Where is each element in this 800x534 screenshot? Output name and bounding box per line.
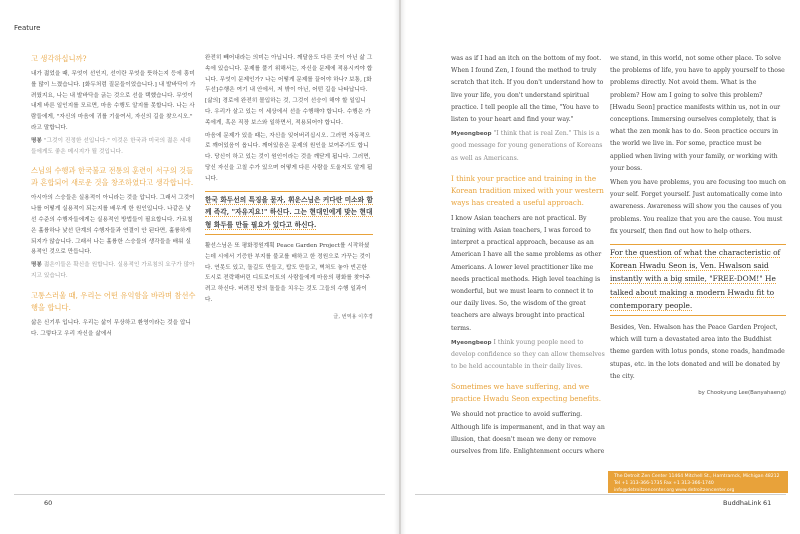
interviewer-text: I think young people need to develop confidence so they can allow themselves to be held accountable in their daily lives.: [451, 338, 605, 371]
interviewer-label: Myeongbeop: [451, 339, 492, 346]
question-heading-3: 고통스러울 때, 우리는 어떤 유익함을 바라며 참선수행을 합니다.: [31, 290, 196, 312]
left-page: [0, 0, 399, 534]
answer-paragraph-en-2: I know Asian teachers are not practical. By training with Asian teachers, I was forced to interpret a practical approach, because as an American I have all the same problems as other Americans. A lower level practitioner like me needs practical methods. High level teaching is wonderful, but we must learn to connect it to our daily lives. So, the wisdom of the great teachers are always brought into practical terms.: [451, 214, 602, 332]
question-heading-en-1: I think your practice and training in the Korean tradition mixed with your western ways has created a useful approach.: [451, 173, 604, 207]
answer-paragraph-en-1: was as if I had an itch on the bottom of my foot. When I found Zen, I found the method to truly scratch that itch. If you don't understand how to live your life, you don't understand spiritual practice. I tell people all the time, "You have to listen to your heart and find your way.": [451, 55, 604, 124]
page-number-right: 61: [763, 499, 772, 507]
interviewer-comment-1: [31, 136, 196, 158]
section-label: Feature: [14, 24, 41, 32]
right-column-1: [451, 53, 606, 460]
answer-paragraph-1: 내가 젊었을 때, 무엇이 선인지, 선이란 무엇을 뜻하는지 등에 흥미를 많이 느꼈습니다. [화두처럼 질문들이었습니다.] 내 발바닥이 가려웠지요, 나는 내 발바닥을 긁는 것으로 선을 택했습니다. 무엇이 내게 바른 일인지를 모르면, 마음 수행도 알지를 못합니다. 나는 사람들에게, "자신의 마음에 귀를 기울여서, 자신의 길을 찾으시오." 라고 말합니다.: [31, 71, 196, 131]
interviewer-comment-2: [31, 260, 196, 282]
interviewer-text: "I think that is real Zen." This is a good message for young generations of Koreans as well as Americans.: [451, 130, 603, 162]
article-credit-en: by Chookyung Lee(Banyahaeng): [698, 390, 786, 397]
right-column-2: [610, 53, 786, 399]
question-heading-en-2: Sometimes we have suffering, and we practice Hwadu Seon expecting benefits.: [451, 382, 602, 404]
page-number-left: 60: [44, 499, 53, 507]
interviewer-comment-en-2: [451, 337, 606, 374]
question-heading-2: 스님의 수행과 한국불교 전통의 훈련이 서구의 것들과 혼합되어 새로운 것을 창조하였다고 생각합니다.: [31, 166, 194, 188]
left-column-2: [205, 53, 373, 323]
article-credit: 글, 번역용 이후경: [333, 313, 373, 320]
answer-paragraph-6: 활선스님은 또 평화정원계획 Peace Garden Project를 시작하셨는데 시에서 기증한 부지를 불교를 배하고 한 정원으로 가꾸는 것이다. 연못도 있고, 돌길도 만들고, 탑도 만들고, 벽처도 놓아 빈곤한 도시로 전락해버린 디트로이트의 사람들에게 마음의 평화를 찾아주려고 하신다. 버려진 땅의 돌들을 치우는 것도 그들의 수행 일과이다.: [205, 242, 371, 303]
contact-phone: Tel +1 313-366-1735 Fax +1 313-366-1740: [614, 480, 714, 486]
answer-paragraph-en-3: We should not practice to avoid suffering. Although life is impermanent, and in that way an illusion, that doesn't mean we deny or remove ourselves from life. Enlightenment occurs where: [451, 411, 605, 456]
left-column-1: [31, 53, 196, 341]
interviewer-label: 명봉: [31, 137, 43, 144]
highlight-quote-en-text: For the question of what the characteristic of Korean Hwadu Seon is, Ven. Hwalson said instantly with a big smile, "FREE-DOM!" He talked about making a modern Hwadu fit to contemporary people.: [610, 248, 781, 310]
interviewer-label: Myeongbeop: [451, 131, 492, 138]
interviewer-text: "그것이 진정한 선입니다." 이것은 한국과 미국의 젊은 세대들에게도 좋은 메시지가 될 것입니다.: [31, 137, 191, 155]
answer-paragraph-en-5: When you have problems, you are focusing too much on your self. Forget yourself. Just automatically come into awareness. Awareness will show you the causes of you problems. You realize that you are the cause. You must fix yourself, then find out how to help others.: [610, 179, 787, 235]
answer-paragraph-4: 완전히 빼어내라는 의미는 아닙니다. 깨달음도 다른 곳이 아닌 삶 그 속에 있습니다. 문제를 풀기 위해서는, 자신을 문제에 적용시켜야 합니다. 무엇이 문제인가? 나는 어떻게 문제를 끌어야 하나? 보통, [화두선]수행은 여기 내 안에서, 저 밖이 아닌, 어떤 길을 나타납니다. [삶의] 경로에 완전히 몰입하는 것, 그것이 선승이 해야 할 일입니다. 우리가 살고 있는 이 세상에서 선을 수행해야 합니다. 수행은 가족에게, 혹은 직장 보스와 일하면서, 적용되어야 합니다.: [205, 55, 373, 126]
interviewer-text: 젊은이들은 확신을 원합니다. 실용적인 가르침의 요구가 많아지고 있습니다.: [31, 262, 195, 279]
highlight-quote: [205, 191, 373, 235]
question-heading-1: 고 생각하십니까?: [31, 54, 87, 63]
answer-paragraph-2: 아시아의 스승들은 실용적이 아니라는 것을 압니다. 그래서 그것이 나를 어떻게 실용적이 되는지를 배우게 한 원인입니다. 나같은 낯선 수준의 수행자들에게는 실용적인 방법들이 필요합니다. 가르침은 훌륭하나 낯선 단계의 수행자들과 연결이 안 된다면, 훌륭하게 되지가 않습니다. 그래서 나는 훌륭한 스승들의 생각들을 배워 실용적인 것으로 만듭니다.: [31, 195, 195, 256]
interviewer-comment-en-1: [451, 128, 606, 165]
highlight-quote-en: [610, 244, 786, 316]
contact-info-box: [608, 471, 788, 493]
answer-paragraph-3: 삶은 신기루 입니다. 우리는 삶이 무상하고 환영이라는 것을 압니다. 그렇다고 우리 자신을 삶에서: [31, 319, 191, 337]
answer-paragraph-5: 마음에 문제가 있을 때는, 자신을 잊어버리십시오. 그러면 자동적으로 깨어있음이 옵니다. 깨어있음은 문제의 원인을 보여주기도 합니다. 당신이 하고 있는 것이 원인이라는 것을 깨닫게 됩니다. 그러면, 당신 자신을 고칠 수가 있으며 어떻게 다른 사람을 도울지도 알게 됩니다.: [205, 132, 373, 182]
footer-label: BuddhaLink: [723, 499, 762, 507]
footer-rule: [14, 494, 385, 495]
interviewer-label: 명봉: [31, 262, 43, 269]
answer-paragraph-en-6: Besides, Ven. Hwalson has the Peace Garden Project, which will turn a devastated area into the Buddhist theme garden with lotus ponds, stone roads, handmade stupas, etc. in the lots donated and will be donated by the city.: [610, 324, 785, 380]
highlight-quote-text: 한국 화두선의 특징을 묻자, 휘운스님은 커다란 미소와 함께 즉각, "자유지요!" 하신다. 그는 현대인에게 맞는 현대형 화두를 만들 필요가 있다고 하신다.: [205, 195, 373, 230]
contact-address: The Detroit Zen Center 11464 Mitchell St., Hamtramck, Michigan 48212: [614, 474, 780, 479]
answer-paragraph-en-4: we stand, in this world, not some other place. To solve the problems of life, you have to apply yourself to those problems directly. Not avoid them. What is the problem? How am I going to solve this problem? [Hwadu Seon] practice manifests within us, not in our conceptions. Immersing ourselves completely, that is what the zen monk has to do. Seon practice occurs in the world we live in. For some, practice must be applied when living with your family, or working with your boss.: [610, 55, 785, 172]
footer-rule: [415, 494, 786, 495]
right-page: [401, 0, 800, 534]
contact-web: info@detroitzencenter.org www.detroitzencenter.org: [614, 487, 735, 493]
